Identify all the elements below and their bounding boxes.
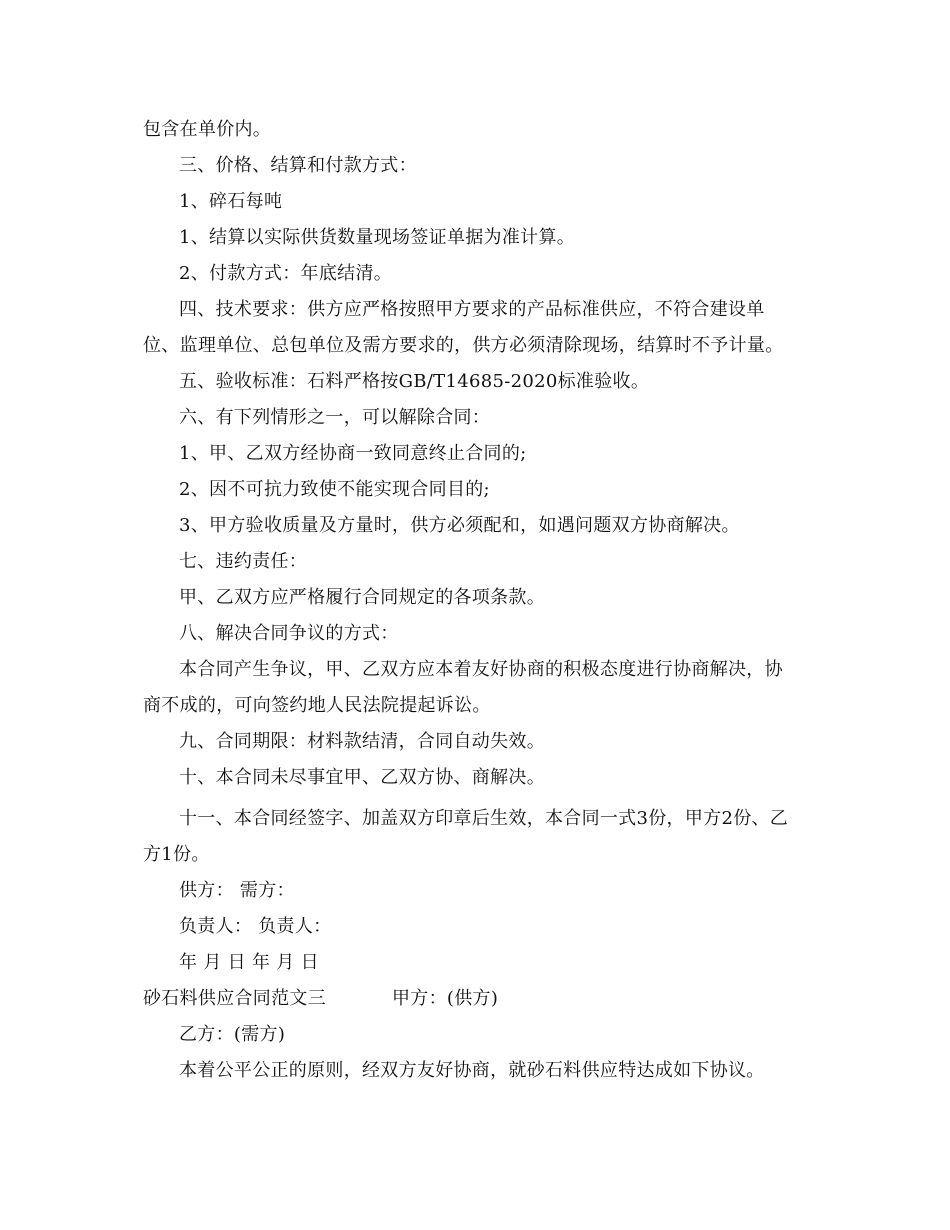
section-heading-liability: 七、违约责任： [179,551,308,572]
paragraph-line: 2、付款方式：年底结清。 [179,263,393,284]
signature-responsible: 负责人： 负责人： [179,916,332,937]
paragraph-line: 甲、乙双方应严格履行合同规定的各项条款。 [179,587,545,608]
party-a: 甲方：(供方) [392,988,499,1009]
party-b: 乙方：(需方) [179,1024,286,1045]
section-heading-price: 三、价格、结算和付款方式： [179,155,417,176]
paragraph-line: 1、甲、乙双方经协商一致同意终止合同的; [179,443,527,464]
paragraph-line: 2、因不可抗力致使不能实现合同目的; [179,479,490,500]
section-heading-termination: 六、有下列情形之一，可以解除合同： [179,407,491,428]
section-title: 砂石料供应合同范文三 [143,988,326,1009]
section-heading-effect: 十一、本合同经签字、加盖双方印章后生效，本合同一式3份，甲方2份、乙 [179,808,789,829]
signature-parties: 供方： 需方： [179,880,295,901]
paragraph-line: 商不成的，可向签约地人民法院提起诉讼。 [143,695,491,716]
paragraph-line: 3、甲方验收质量及方量时，供方必须配和，如遇问题双方协商解决。 [179,515,740,536]
paragraph-line: 包含在单价内。 [143,119,272,140]
paragraph-line: 1、碎石每吨 [179,191,283,212]
section-heading-acceptance: 五、验收标准：石料严格按GB/T14685-2020标准验收。 [179,371,650,392]
signature-date: 年 月 日 年 月 日 [179,952,319,973]
section-title-row [143,987,498,1011]
paragraph-line: 本合同产生争议，甲、乙双方应本着友好协商的积极态度进行协商解决，协 [179,659,783,680]
section-heading-dispute: 八、解决合同争议的方式： [179,623,399,644]
section-heading-misc: 十、本合同未尽事宜甲、乙双方协、商解决。 [179,767,545,788]
paragraph-line: 1、结算以实际供货数量现场签证单据为准计算。 [179,227,576,248]
paragraph-line: 方1份。 [143,844,210,865]
paragraph-line: 位、监理单位、总包单位及需方要求的，供方必须清除现场，结算时不予计量。 [143,335,784,356]
section-heading-technical: 四、技术要求：供方应严格按照甲方要求的产品标准供应，不符合建设单 [179,299,765,320]
paragraph-line: 本着公平公正的原则，经双方友好协商，就砂石料供应特达成如下协议。 [179,1060,765,1081]
section-heading-term: 九、合同期限：材料款结清，合同自动失效。 [179,731,545,752]
